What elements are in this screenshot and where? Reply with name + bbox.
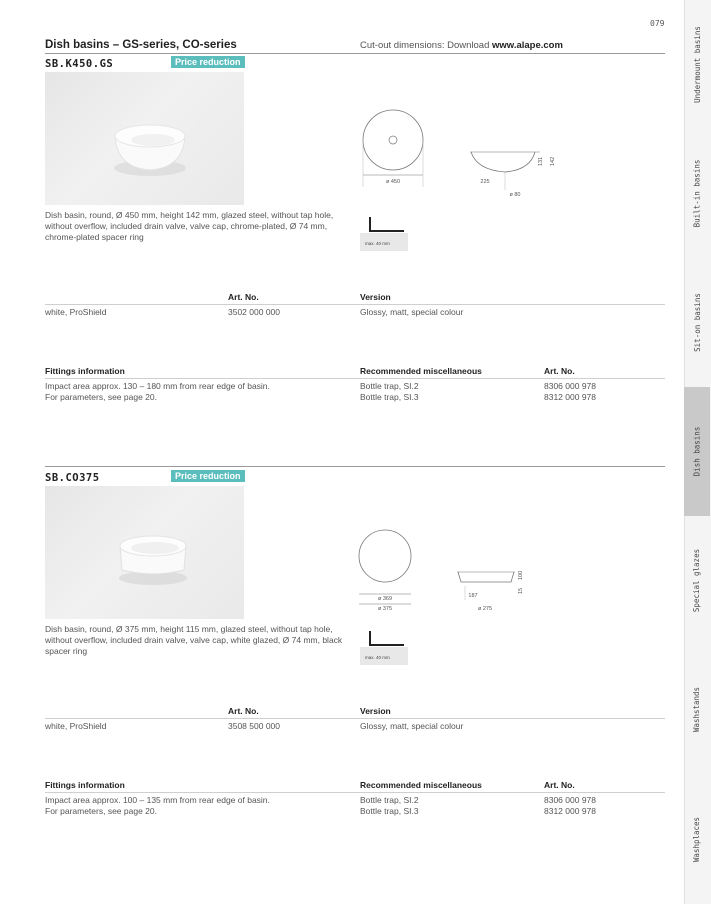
fittings-header: Fittings information xyxy=(45,366,125,376)
mounting-diagram xyxy=(360,215,415,255)
version-header: Version xyxy=(360,292,391,302)
dim-depth: 225 xyxy=(480,179,490,185)
misc-item-name: Bottle trap, SI.3 xyxy=(360,806,419,816)
misc-art-header: Art. No. xyxy=(544,780,575,790)
sidebar-item-sit-on-basins[interactable] xyxy=(684,258,710,387)
sidebar-item-undermount-basins[interactable] xyxy=(684,0,710,129)
fittings-header: Fittings information xyxy=(45,780,125,790)
fittings-rule xyxy=(45,378,665,379)
product-code: SB.CO375 xyxy=(45,472,100,484)
dim-outer-diameter: ø 375 xyxy=(377,606,393,612)
cutout-prefix: Cut-out dimensions: Download xyxy=(360,40,493,51)
fittings-line: Impact area approx. 130 – 180 mm from rear edge of basin. xyxy=(45,381,270,391)
misc-item-art: 8306 000 978 xyxy=(544,795,596,805)
dim-top-diameter: ø 450 xyxy=(385,179,401,185)
misc-item-art: 8306 000 978 xyxy=(544,381,596,391)
table-rule xyxy=(45,304,665,305)
art-no: 3502 000 000 xyxy=(228,307,280,317)
price-reduction-badge: Price reduction xyxy=(171,56,245,68)
dim-base: ø 275 xyxy=(477,606,493,612)
misc-art-header: Art. No. xyxy=(544,366,575,376)
misc-item-name: Bottle trap, SI.2 xyxy=(360,795,419,805)
misc-item-art: 8312 000 978 xyxy=(544,806,596,816)
misc-item-name: Bottle trap, SI.2 xyxy=(360,381,419,391)
product-description: Dish basin, round, Ø 450 mm, height 142 mm, glazed steel, without tap hole, without overflow, included drain valve, valve cap, chrome-plated, Ø 74 mm, chrome-plated spacer ring xyxy=(45,210,334,242)
table-rule xyxy=(45,718,665,719)
fittings-line: Impact area approx. 100 – 135 mm from rear edge of basin. xyxy=(45,795,270,805)
dim-inner-diameter: ø 369 xyxy=(377,596,393,602)
sidebar-item-label: Built-in basins xyxy=(692,159,702,228)
misc-header: Recommended miscellaneous xyxy=(360,366,482,376)
product-photo xyxy=(45,486,244,619)
cutout-note xyxy=(360,40,563,51)
header-rule xyxy=(45,53,665,54)
basin-photo-illustration xyxy=(45,486,244,619)
dim-drain: ø 80 xyxy=(509,192,521,198)
product-description: Dish basin, round, Ø 375 mm, height 115 mm, glazed steel, without tap hole, without overflow, included drain valve, valve cap, white glazed, Ø 74 mm, black spacer ring xyxy=(45,624,343,656)
sidebar-item-label: Washplaces xyxy=(692,816,702,862)
dim-height-2: 100 xyxy=(518,570,524,580)
basin-photo-illustration xyxy=(45,72,244,205)
product-photo xyxy=(45,72,244,205)
dim-height-2: 142 xyxy=(550,156,556,166)
sidebar-item-label: Sit-on basins xyxy=(692,293,702,352)
sidebar-item-label: Special glazes xyxy=(692,548,702,613)
sidebar-item-special-glazes[interactable] xyxy=(684,516,710,645)
product-code: SB.K450.GS xyxy=(45,58,114,70)
misc-item-name: Bottle trap, SI.3 xyxy=(360,392,419,402)
sidebar-item-label: Washstands xyxy=(692,686,702,733)
sidebar-item-label: Undermount basins xyxy=(692,26,702,103)
art-no-header: Art. No. xyxy=(228,292,259,302)
price-reduction-badge: Price reduction xyxy=(171,470,245,482)
sidebar-item-label: Dish basins xyxy=(692,426,702,477)
variant: white, ProShield xyxy=(45,307,107,317)
mount-label: max. 40 mm xyxy=(365,655,390,660)
cutout-link[interactable]: www.alape.com xyxy=(492,40,563,51)
mounting-diagram xyxy=(360,629,415,669)
sidebar-item-built-in-basins[interactable] xyxy=(684,129,710,258)
fittings-line: For parameters, see page 20. xyxy=(45,392,157,402)
dim-depth: 187 xyxy=(468,593,478,599)
art-no-header: Art. No. xyxy=(228,706,259,716)
version: Glossy, matt, special colour xyxy=(360,721,464,731)
dim-height-1: 131 xyxy=(538,156,544,166)
dim-height-1: 15 xyxy=(518,587,524,594)
technical-drawing-top-view xyxy=(355,100,556,200)
sidebar-item-washstands[interactable] xyxy=(684,645,710,774)
mount-label: max. 40 mm xyxy=(365,241,390,246)
fittings-rule xyxy=(45,792,665,793)
art-no: 3508 500 000 xyxy=(228,721,280,731)
version: Glossy, matt, special colour xyxy=(360,307,464,317)
page-title: Dish basins – GS-series, CO-series xyxy=(45,39,237,51)
technical-drawing-top-view xyxy=(355,530,535,615)
version-header: Version xyxy=(360,706,391,716)
misc-header: Recommended miscellaneous xyxy=(360,780,482,790)
sidebar-item-dish-basins[interactable] xyxy=(684,387,710,516)
variant: white, ProShield xyxy=(45,721,107,731)
section-divider xyxy=(45,466,665,467)
misc-item-art: 8312 000 978 xyxy=(544,392,596,402)
sidebar-item-washplaces[interactable] xyxy=(684,774,710,904)
page-number: 079 xyxy=(650,19,665,28)
fittings-line: For parameters, see page 20. xyxy=(45,806,157,816)
